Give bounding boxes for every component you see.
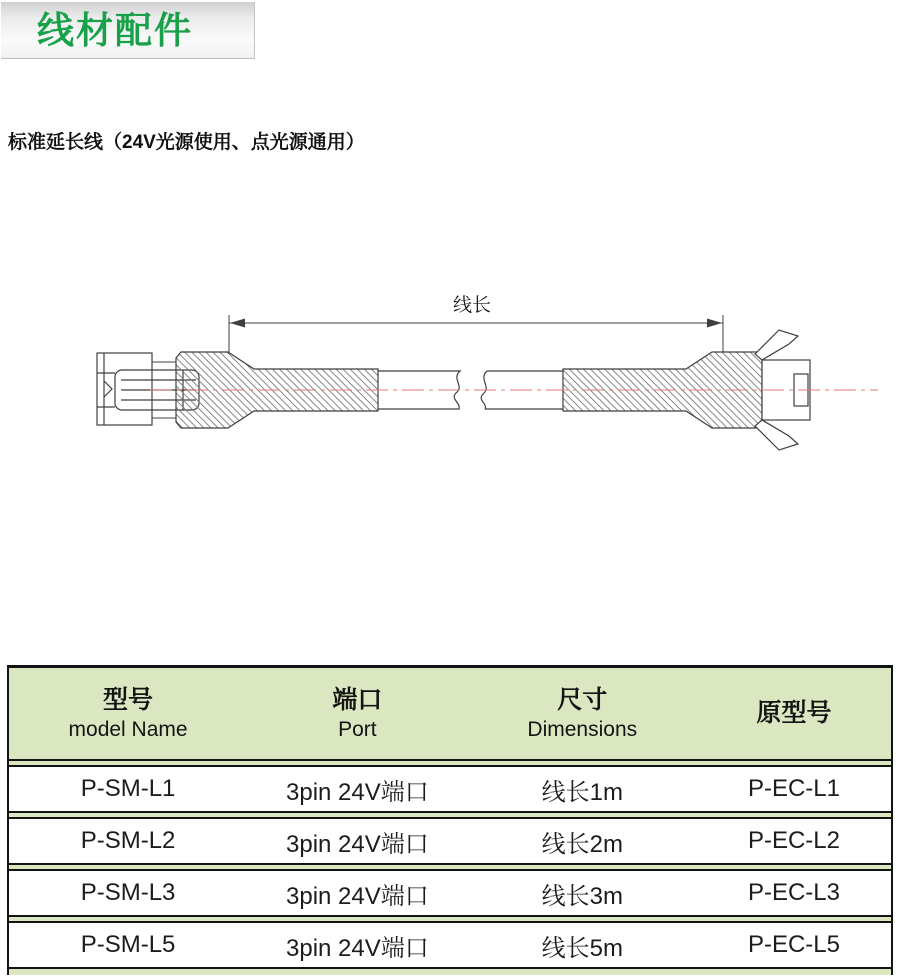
table-cell: 3pin 24V端口 — [286, 882, 429, 910]
header-cell-zh: 端口 — [332, 686, 383, 715]
dimension-label: 线长 — [452, 295, 492, 316]
header-cell — [697, 699, 891, 728]
cable-diagram — [0, 270, 900, 470]
header-cell — [468, 686, 697, 741]
table-cell: 3pin 24V端口 — [286, 934, 429, 962]
table-row — [9, 869, 891, 917]
header-cell — [247, 686, 468, 741]
table-cell: 线长1m — [541, 778, 623, 806]
table-header — [9, 665, 891, 761]
table-cell: 3pin 24V端口 — [286, 778, 429, 806]
header-cell-zh: 原型号 — [756, 699, 832, 728]
table-cell: P-EC-L3 — [747, 879, 840, 906]
header-cell — [9, 686, 247, 741]
table-cell: P-SM-L1 — [80, 775, 176, 802]
dimension-line — [229, 315, 723, 354]
header-cell-en: Dimensions — [527, 717, 638, 741]
header-banner — [1, 2, 255, 59]
table-cell: 3pin 24V端口 — [286, 830, 429, 858]
table-cell: P-SM-L2 — [80, 827, 176, 854]
table-cell: 线长5m — [541, 934, 623, 962]
banner-title: 线材配件 — [37, 9, 193, 51]
table-cell: 线长3m — [541, 882, 623, 910]
table-cell: P-EC-L2 — [747, 827, 840, 854]
header-cell-en: Port — [338, 717, 377, 741]
table-cell: 线长2m — [541, 830, 623, 858]
table-cell: P-SM-L5 — [80, 931, 176, 958]
spec-table — [7, 665, 893, 975]
header-cell-en: model Name — [68, 717, 188, 741]
header-cell-zh: 型号 — [103, 686, 154, 715]
table-row — [9, 817, 891, 865]
table-cell: P-EC-L5 — [747, 931, 840, 958]
subtitle: 标准延长线（24V光源使用、点光源通用） — [8, 132, 365, 153]
drawing-lines — [97, 315, 878, 450]
table-body — [9, 765, 891, 969]
table-cell: P-EC-L1 — [747, 775, 840, 802]
header-cell-zh: 尺寸 — [557, 686, 608, 715]
table-cell: P-SM-L3 — [80, 879, 176, 906]
table-row — [9, 921, 891, 969]
table-row — [9, 765, 891, 813]
